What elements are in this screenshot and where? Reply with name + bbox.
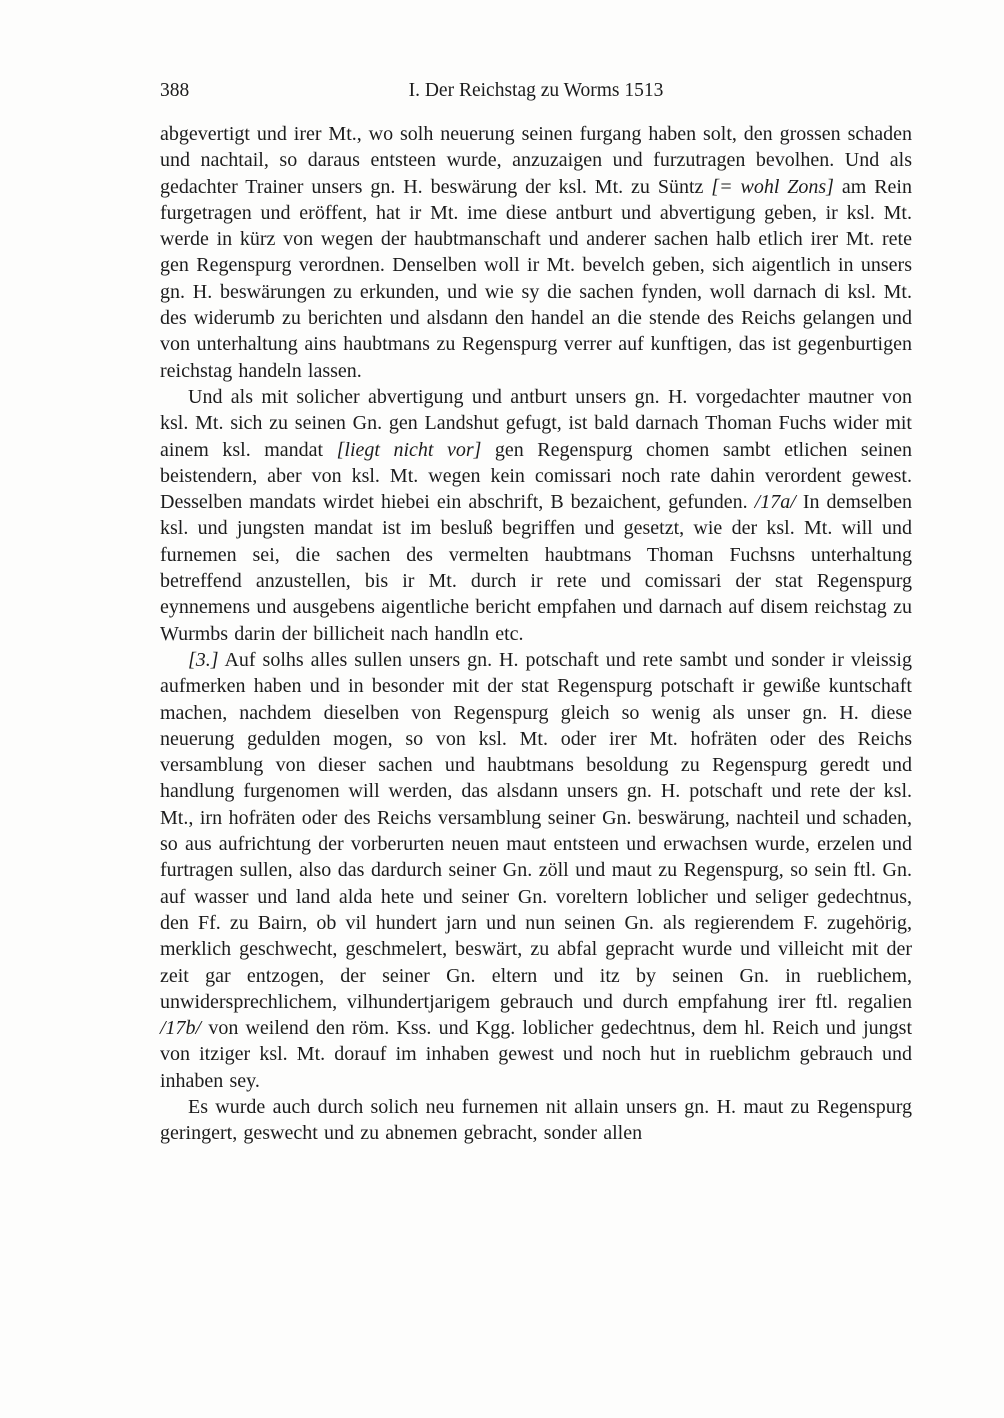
paragraph-3-run-2: Auf solhs alles sullen unsers gn. H. potschaft und rete sambt und sonder ir vleissig aufmerken haben und in besonder mit der stat Regenspurg potschaft ir gewiße kuntschaft machen, nachdem dieselben von Regenspurg gleich so wenig als unser gn. H. diese neuerung gedulden mogen, so von ksl. Mt. oder irer Mt. hofräten oder des Reichs versamblung von dieser sachen und haubtmans besoldung zu Regenspurg geredt und handlung furgenomen will werden, das alsdann unsers gn. H. potschaft und rete der ksl. Mt., irn hofräten oder des Reichs versamblung seiner Gn. beswärung, nachteil und schaden, so aus aufrichtung der vorberurten neuen maut entsteen und erwachsen wurde, erzelen und furtragen sullen, also das dardurch seiner Gn. zöll und maut zu Regenspurg, so sein ftl. Gn. auf wasser und land alda hete und seiner Gn. voreltern loblicher und seliger gedechtnus, den Ff. zu Bairn, ob vil hundert jarn und nun seinen Gn. als regierendem F. zugehörig, merklich geschwecht, geschmelert, beswärt, zu abfal gepracht wurde und villeicht mit der zeit gar entzogen, der seiner Gn. eltern und itz by seinen Gn. in rueblichem, unwidersprechlichem, vilhundertjarigem gebrauch und durch empfahung irer ftl. regalien: [160, 648, 912, 1013]
paragraph-2: [160, 384, 912, 647]
paragraph-1-run-1: abgevertigt und irer Mt., wo solh neuerung seinen furgang haben solt, den grossen schaden und nachtail, so daraus entsteen wurde, anzuzaigen und furzutragen bevolhen. Und als gedachter Trainer unsers gn. H. beswärung der ksl. Mt. zu Süntz: [160, 123, 912, 198]
running-title: I. Der Reichstag zu Worms 1513: [408, 80, 664, 101]
paragraph-2-folio-mark-17a: /17a/: [754, 491, 796, 514]
paragraph-4: [160, 1094, 912, 1147]
paragraph-2-run-1: Und als mit solicher abvertigung und antburt unsers gn. H. vorgedachter mautner von ksl. Mt. sich zu seinen Gn. gen Landshut gefugt, ist bald darnach Thoman Fuchs wider mit ainem ksl. mandat: [160, 385, 912, 461]
paragraph-2-run-5: In demselben ksl. und jungsten mandat ist im besluß begriffen und gesetzt, wie der ksl. Mt. will und furnemen sei, die sachen des vermelten haubtmans Thoman Fuchsns unterhaltung betreffend anzustellen, bis ir Mt. durch ir rete und comissari der stat Regenspurg eynnemens und ausgebens aigentliche bericht empfahen und darnach auf disem reichstag zu Wurmbs darin der billicheit nach handln etc.: [160, 491, 913, 645]
paragraph-3-section-number: [3.]: [188, 648, 219, 671]
text-block: [160, 121, 912, 1147]
paragraph-3-folio-mark-17b: /17b/: [160, 1017, 202, 1040]
paragraph-4-run-1: Es wurde auch durch solich neu furnemen nit allain unsers gn. H. maut zu Regenspurg geringert, geswecht und zu abnemen gebracht, sonder allen: [160, 1095, 912, 1145]
paragraph-3-run-4: von weilend den röm. Kss. und Kgg. loblicher gedechtnus, dem hl. Reich und jungst von itziger ksl. Mt. dorauf im inhaben gewest und noch hut in rueblichm gebrauch und inhaben sey.: [160, 1017, 912, 1092]
paragraph-1-run-3: am Rein furgetragen und eröffent, hat ir Mt. ime diese antburt und abvertigung geben, ir ksl. Mt. werde in kürz von wegen der haubtmanschaft und anderer sachen halb etlich irer Mt. rete gen Regenspurg verordnen. Denselben woll ir Mt. bevelch geben, sich aigentlich in unsers gn. H. beswärungen zu erkunden, und wie sy die sachen fynden, woll darnach di ksl. Mt. des widerumb zu berichten und alsdann den handel an die stende des Reichs gelangen und von unterhaltung ains haubtmans zu Regenspurg verrer auf kunftigen, das ist gegenburtigen reichstag handeln lassen.: [160, 175, 912, 382]
paragraph-3: [160, 647, 912, 1094]
page-header: [160, 78, 912, 104]
paragraph-2-run-3: gen Regenspurg chomen sambt etlichen seinen beistendern, aber von ksl. Mt. wegen kein comissari noch rate dahin verordent gewest. Desselben mandats wirdet hiebei ein abschrift, B bezaichent, gefunden.: [160, 438, 913, 514]
paragraph-2-editorial-note: [liegt nicht vor]: [336, 438, 482, 461]
paragraph-1-editorial-note: [= wohl Zons]: [711, 175, 834, 198]
page-number: 388: [160, 80, 190, 101]
paragraph-1: [160, 121, 912, 384]
